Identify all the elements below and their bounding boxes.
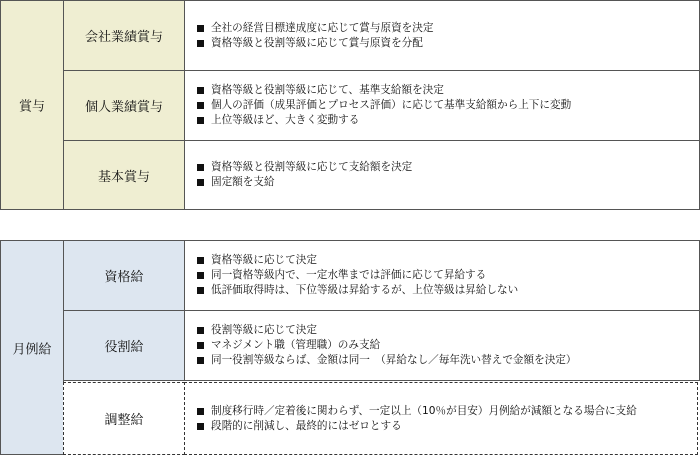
bonus-category-cell — [0, 0, 64, 210]
role-pay-desc — [184, 310, 700, 381]
bonus-row-label-cell — [63, 140, 185, 210]
basic-bonus-desc — [184, 140, 700, 210]
list-item: 全社の経営目標達成度に応じて賞与原資を決定 — [197, 21, 699, 36]
bonus-row-label-cell — [63, 70, 185, 141]
individual-performance-bonus-label: 個人業績賞与 — [84, 100, 163, 115]
monthly-row-label-cell — [63, 310, 185, 381]
list-item: 資格等級と役割等級に応じて支給額を決定 — [197, 160, 699, 175]
list-item: 上位等級ほど、大きく変動する — [197, 113, 699, 128]
list-item: 低評価取得時は、下位等級は昇給するが、上位等級は昇給しない — [197, 283, 699, 298]
bullet-list — [197, 323, 699, 368]
basic-bonus-label: 基本賞与 — [97, 169, 150, 185]
list-item: 資格等級と役割等級に応じて賞与原資を分配 — [197, 36, 699, 51]
list-item: 資格等級と役割等級に応じて、基準支給額を決定 — [197, 83, 699, 98]
list-item: 同一資格等級内で、一定水準までは評価に応じて昇給する — [197, 268, 699, 283]
bonus-category-label: 賞与 — [18, 99, 45, 115]
company-performance-bonus-desc — [184, 0, 700, 71]
bullet-list — [197, 160, 699, 190]
bullet-list — [197, 83, 699, 128]
list-item: 資格等級に応じて決定 — [197, 253, 699, 268]
adjustment-pay-desc — [184, 382, 698, 455]
list-item: 固定額を支給 — [197, 175, 699, 190]
monthly-category-label: 月例給 — [12, 342, 52, 357]
individual-performance-bonus-desc — [184, 70, 700, 141]
bullet-list — [197, 404, 697, 434]
adjustment-pay-label: 調整給 — [104, 413, 144, 428]
qualification-pay-label: 資格給 — [104, 270, 144, 285]
monthly-row-label-cell — [63, 240, 185, 311]
monthly-category-cell — [0, 240, 64, 455]
list-item: 同一役割等級ならば、金額は同一 （昇給なし／毎年洗い替えで金額を決定） — [197, 353, 699, 368]
monthly-row-label-cell — [63, 382, 185, 455]
bullet-list — [197, 253, 699, 298]
list-item: 制度移行時／定着後に関わらず、一定以上（10％が目安）月例給が減額となる場合に支給 — [197, 404, 697, 419]
company-performance-bonus-label: 会社業績賞与 — [84, 30, 163, 45]
list-item: 段階的に削減し、最終的にはゼロとする — [197, 419, 697, 434]
list-item: 役割等級に応じて決定 — [197, 323, 699, 338]
bullet-list — [197, 21, 699, 51]
list-item: 個人の評価（成果評価とプロセス評価）に応じて基準支給額から上下に変動 — [197, 98, 699, 113]
role-pay-label: 役割給 — [104, 340, 144, 355]
qualification-pay-desc — [184, 240, 700, 311]
list-item: マネジメント職（管理職）のみ支給 — [197, 338, 699, 353]
bonus-row-label-cell — [63, 0, 185, 71]
